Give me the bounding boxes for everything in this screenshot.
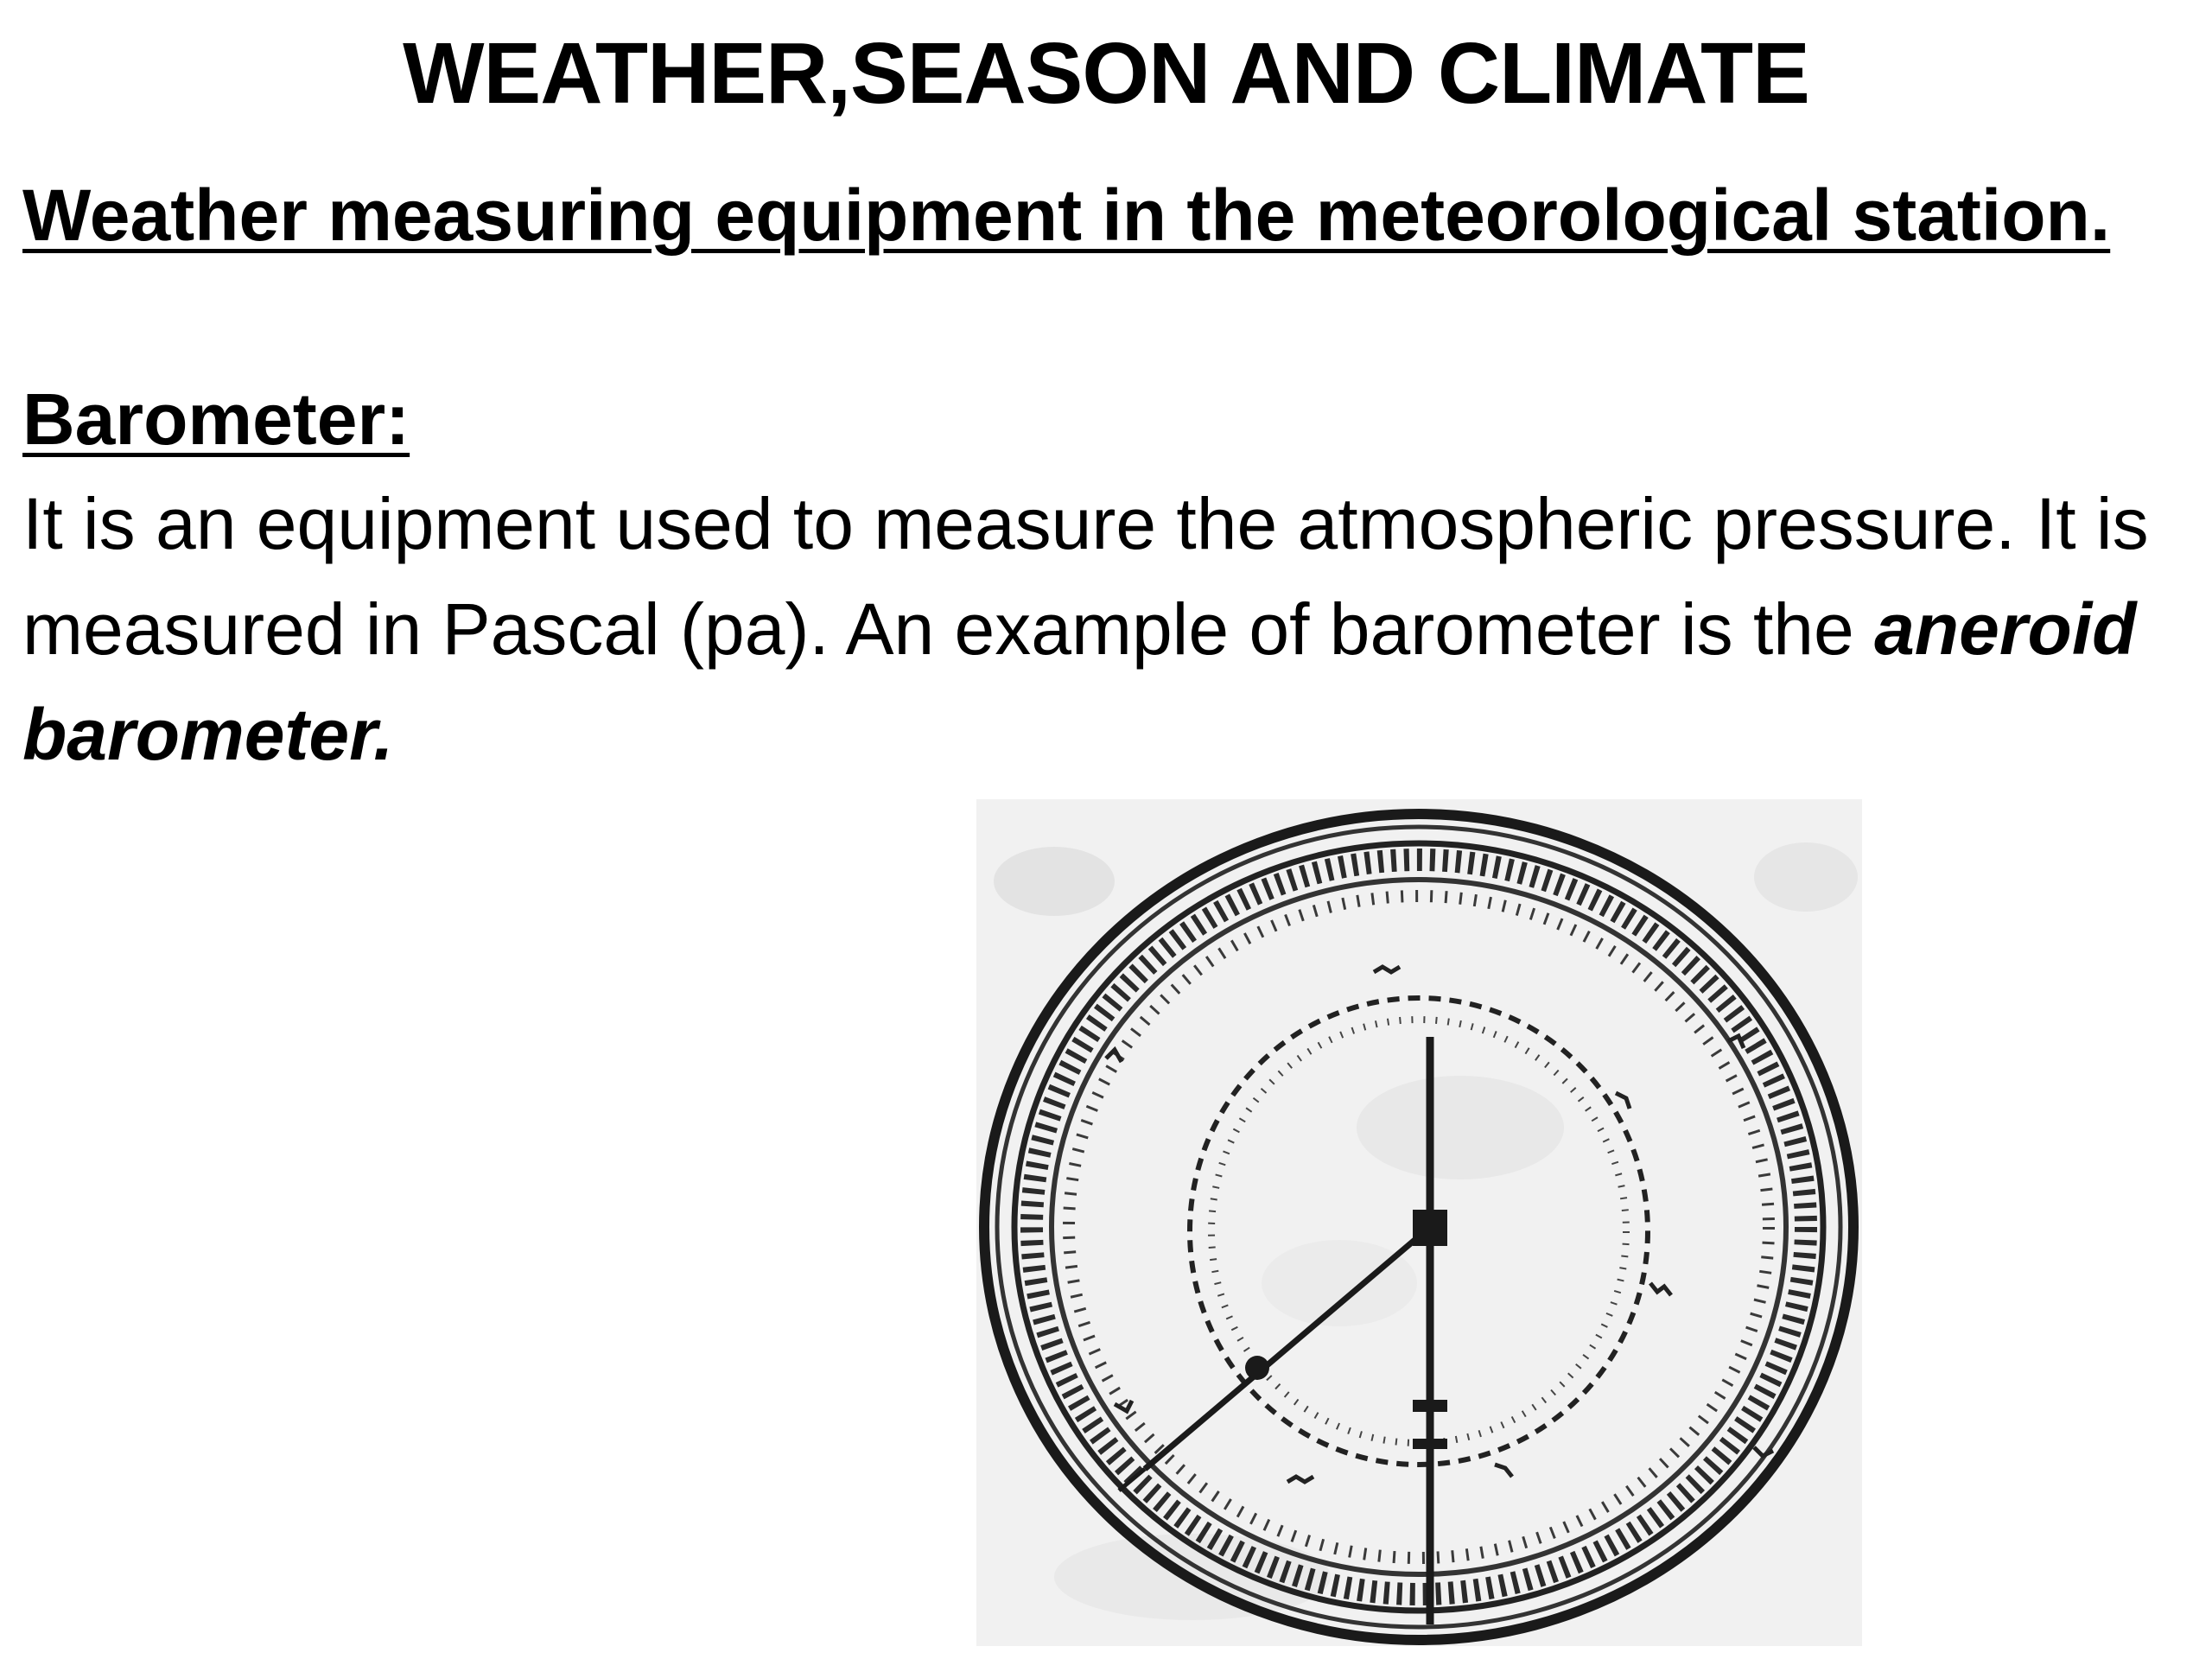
barometer-subheading: Barometer: [22,378,410,460]
barometer-description [22,471,2165,787]
slide-title: WEATHER,SEASON AND CLIMATE [403,25,1809,122]
barometer-figure [976,799,1862,1646]
section-heading: Weather measuring equipment in the meteorological station. [22,175,2111,256]
aneroid-barometer-icon [976,799,1862,1646]
aneroid-barometer-term: aneroid barometer. [22,588,2137,775]
description-text: It is an equipment used to measure the atmospheric pressure. It is measured in Pascal (pa). An example of barometer is the [22,483,2149,670]
